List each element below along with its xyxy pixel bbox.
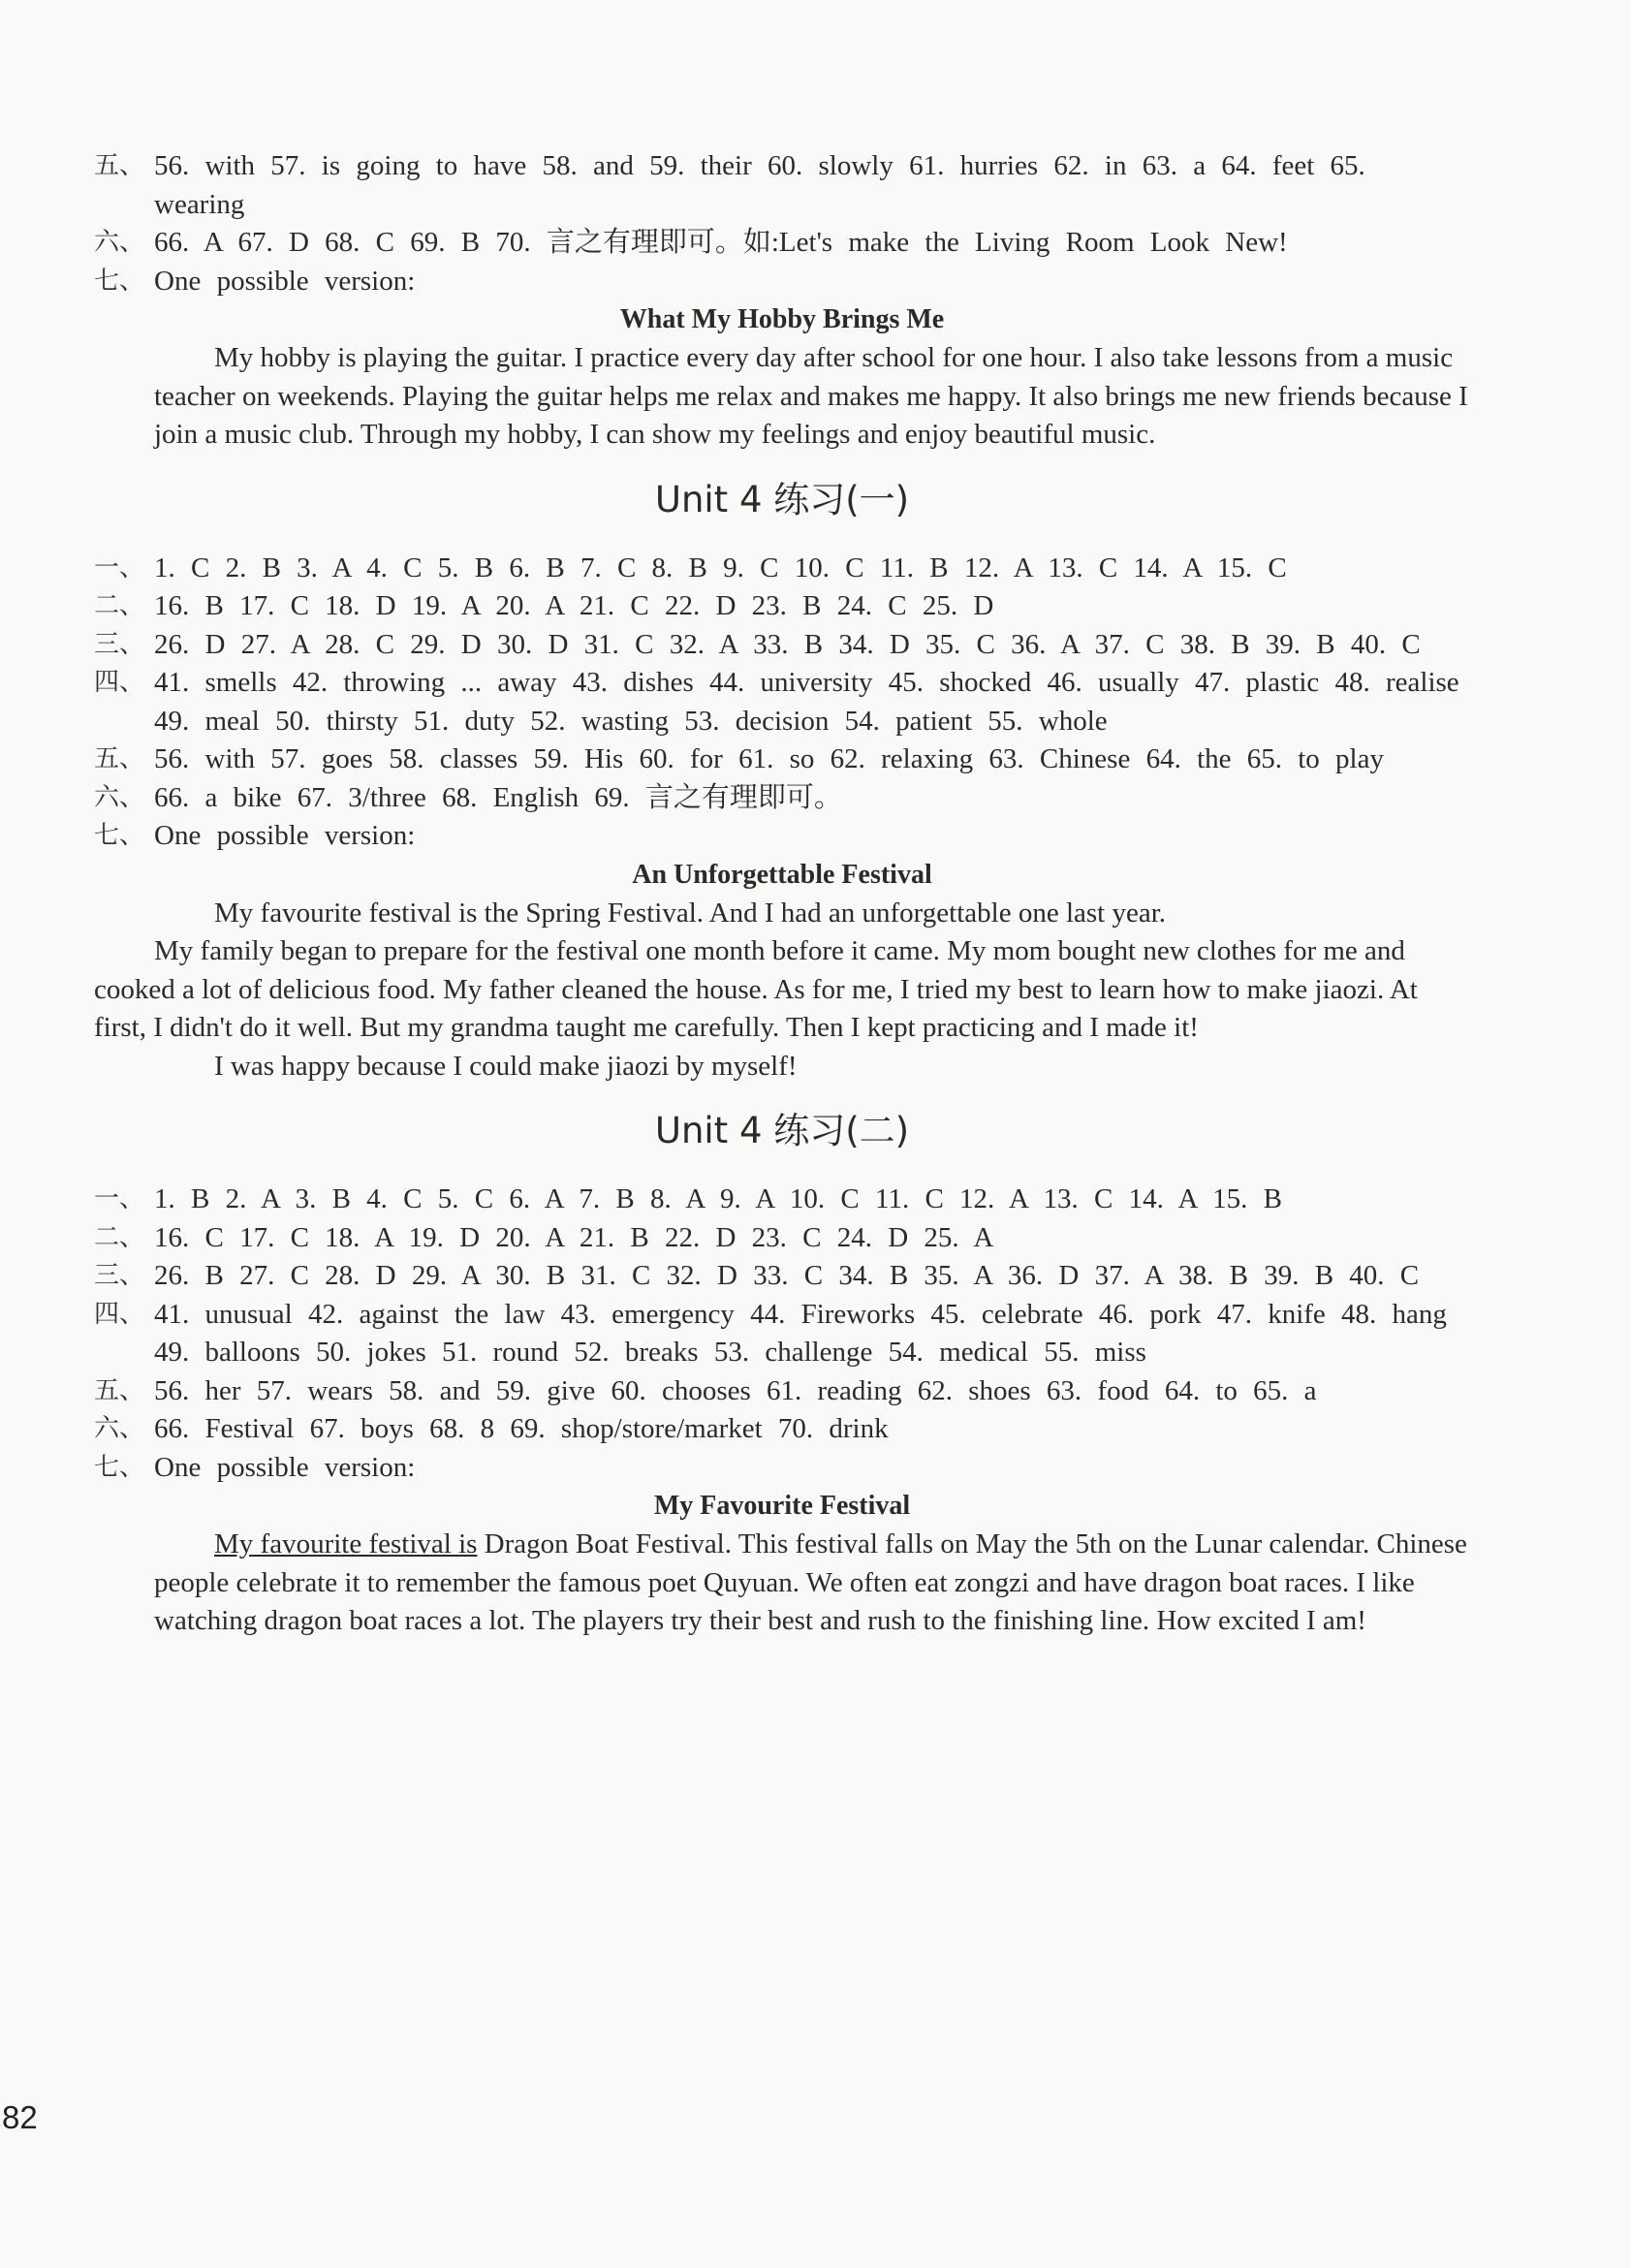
essay-paragraph: My hobby is playing the guitar. I practice every day after school for one hour. I also take lessons from a music teacher on weekends. Playing the guitar helps me relax and makes me happy. It also brings me new friends because I join a music club. Through my hobby, I can show my feelings and enjoy beautiful music.: [154, 342, 1468, 450]
answer-row: [94, 263, 1470, 301]
section-label: 三、: [94, 629, 145, 659]
answer-key-content: [94, 147, 1470, 1641]
answer-text: 56. her 57. wears 58. and 59. give 60. chooses 61. reading 62. shoes 63. food 64. to 65. a: [154, 1374, 1317, 1406]
answer-text: 56. with 57. is going to have 58. and 59. their 60. slowly 61. hurries 62. in 63. a 64. feet 65. wearing: [154, 150, 1365, 220]
answer-row: [94, 817, 1470, 856]
answer-text: 66. Festival 67. boys 68. 8 69. shop/store/market 70. drink: [154, 1413, 889, 1444]
answer-text: 41. unusual 42. against the law 43. emergency 44. Fireworks 45. celebrate 46. pork 47. knife 48. hang 49. balloons 50. jokes 51. round 52. breaks 53. challenge 54. medical 55. miss: [154, 1298, 1447, 1368]
section-label: 一、: [94, 1184, 145, 1213]
answer-text: 26. D 27. A 28. C 29. D 30. D 31. C 32. A 33. B 34. D 35. C 36. A 37. C 38. B 39. B 40. C: [154, 628, 1421, 660]
section-label: 七、: [94, 1452, 145, 1482]
unit-heading: Unit 4 练习(一): [654, 478, 910, 520]
section-label: 五、: [94, 744, 145, 773]
answer-row: [94, 1181, 1470, 1219]
section-label: 七、: [94, 266, 145, 296]
answer-row: [94, 1219, 1470, 1258]
answer-row: [94, 740, 1470, 779]
answer-text: 16. C 17. C 18. A 19. D 20. A 21. B 22. D 23. C 24. D 25. A: [154, 1221, 994, 1253]
section-label: 七、: [94, 821, 145, 850]
answer-text: 66. a bike 67. 3/three 68. English 69. 言之有理即可。: [154, 781, 842, 813]
essay-text: Dragon Boat Festival. This festival falls on May the 5th on the Lunar calendar. Chinese people celebrate it to remember the famous poet Quyuan. We often eat zongzi and have dragon boat races. I like watching dragon boat races a lot. The players try their best and rush to the finishing line. How excited I am!: [154, 1528, 1467, 1636]
section-label: 三、: [94, 1261, 145, 1290]
answer-row: [94, 147, 1470, 224]
answer-row: [94, 550, 1470, 588]
essay-paragraph: My family began to prepare for the festival one month before it came. My mom bought new clothes for me and cooked a lot of delicious food. My father cleaned the house. As for me, I tried my best to learn how to make jiaozi. At first, I didn't do it well. But my grandma taught me carefully. Then I kept practicing and I made it!: [94, 935, 1418, 1043]
answer-text: 16. B 17. C 18. D 19. A 20. A 21. C 22. D 23. B 24. C 25. D: [154, 590, 994, 621]
page-number: 82: [2, 2099, 38, 2135]
section-label: 六、: [94, 228, 145, 257]
answer-text: 1. B 2. A 3. B 4. C 5. C 6. A 7. B 8. A 9. A 10. C 11. C 12. A 13. C 14. A 15. B: [154, 1183, 1282, 1214]
essay-title: An Unforgettable Festival: [632, 859, 932, 890]
answer-row: [94, 1257, 1470, 1296]
answer-row: [94, 626, 1470, 665]
answer-row: [94, 779, 1470, 818]
answer-text: 41. smells 42. throwing ... away 43. dishes 44. university 45. shocked 46. usually 47. plastic 48. realise 49. meal 50. thirsty 51. duty 52. wasting 53. decision 54. patient 55. whole: [154, 667, 1459, 737]
answer-row: [94, 224, 1470, 263]
answer-text: 26. B 27. C 28. D 29. A 30. B 31. C 32. D 33. C 34. B 35. A 36. D 37. A 38. B 39. B 40. C: [154, 1260, 1420, 1291]
answer-text: 66. A 67. D 68. C 69. B 70. 言之有理即可。如:Let's make the Living Room Look New!: [154, 227, 1288, 258]
answer-row: [94, 1410, 1470, 1449]
section-label: 五、: [94, 1375, 145, 1405]
section-label: 五、: [94, 151, 145, 180]
essay-paragraph: [94, 1526, 1470, 1641]
unit-heading: Unit 4 练习(二): [654, 1110, 910, 1151]
essay-title: What My Hobby Brings Me: [619, 304, 945, 334]
section-label: 二、: [94, 1222, 145, 1252]
section-label: 四、: [94, 668, 145, 697]
answer-row: [94, 1296, 1470, 1372]
answer-row: [94, 1449, 1470, 1488]
essay-title: My Favourite Festival: [653, 1491, 911, 1521]
section-label: 四、: [94, 1299, 145, 1329]
essay-paragraph: My favourite festival is the Spring Festival. And I had an unforgettable one last year.: [214, 897, 1167, 929]
underlined-phrase: My favourite festival is: [214, 1528, 478, 1559]
answer-text: One possible version:: [154, 820, 416, 851]
answer-text: 56. with 57. goes 58. classes 59. His 60. for 61. so 62. relaxing 63. Chinese 64. the 65. to play: [154, 743, 1384, 774]
answer-text: One possible version:: [154, 265, 416, 297]
section-label: 二、: [94, 591, 145, 620]
answer-row: [94, 664, 1470, 740]
section-label: 六、: [94, 1414, 145, 1443]
section-label: 一、: [94, 552, 145, 583]
answer-text: One possible version:: [154, 1451, 416, 1483]
essay-paragraph: I was happy because I could make jiaozi by myself!: [214, 1050, 798, 1082]
answer-text: 1. C 2. B 3. A 4. C 5. B 6. B 7. C 8. B 9. C 10. C 11. B 12. A 13. C 14. A 15. C: [154, 551, 1287, 583]
answer-row: [94, 1372, 1470, 1411]
answer-row: [94, 587, 1470, 626]
section-label: 六、: [94, 782, 145, 812]
